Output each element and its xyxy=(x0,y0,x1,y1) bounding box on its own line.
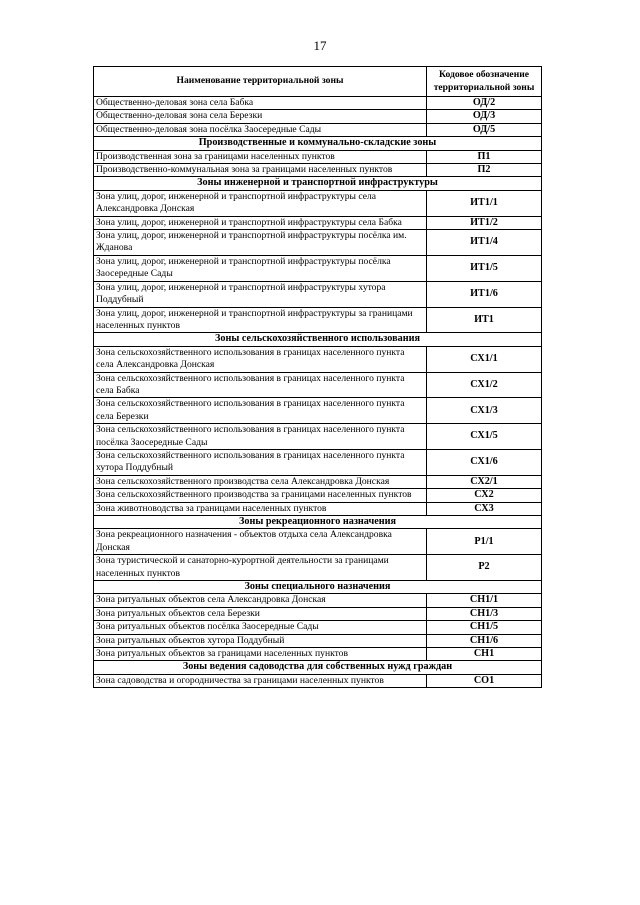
table-row xyxy=(94,621,542,634)
zone-code-cell: П2 xyxy=(427,164,542,177)
zone-name-cell: Общественно-деловая зона села Бабка xyxy=(94,97,427,110)
table-row xyxy=(94,674,542,687)
table-row xyxy=(94,230,542,256)
zone-name-cell: Зона ритуальных объектов хутора Поддубный xyxy=(94,634,427,647)
table-row xyxy=(94,372,542,398)
table-row xyxy=(94,398,542,424)
section-title: Зоны сельскохозяйственного использования xyxy=(94,333,542,346)
zone-name-cell: Общественно-деловая зона посёлка Заосередные Сады xyxy=(94,123,427,136)
zone-name-cell: Зона сельскохозяйственного использования в границах населенного пункта села Александровка Донская xyxy=(94,346,427,372)
zone-code-cell: ОД/2 xyxy=(427,97,542,110)
zone-name-cell: Зона улиц, дорог, инженерной и транспортной инфраструктуры за границами населенных пунктов xyxy=(94,307,427,333)
zone-code-cell: СН1/6 xyxy=(427,634,542,647)
zone-name-cell: Зона улиц, дорог, инженерной и транспортной инфраструктуры села Александровка Донская xyxy=(94,190,427,216)
zone-code-cell: СХ3 xyxy=(427,502,542,515)
zone-name-cell: Зона ритуальных объектов посёлка Заосередные Сады xyxy=(94,621,427,634)
table-row xyxy=(94,110,542,123)
zone-code-cell: Р2 xyxy=(427,555,542,581)
section-title: Зоны специального назначения xyxy=(94,581,542,594)
table-row xyxy=(94,489,542,502)
zone-name-cell: Зона сельскохозяйственного производства села Александровка Донская xyxy=(94,475,427,488)
zone-name-cell: Зона ритуальных объектов села Березки xyxy=(94,607,427,620)
zone-name-cell: Зона сельскохозяйственного использования в границах населенного пункта хутора Поддубный xyxy=(94,449,427,475)
zone-code-cell: СХ1/6 xyxy=(427,449,542,475)
table-row xyxy=(94,281,542,307)
table-row xyxy=(94,255,542,281)
column-header-code: Кодовое обозначение территориальной зоны xyxy=(427,67,542,97)
zone-code-cell: ОД/5 xyxy=(427,123,542,136)
zone-name-cell: Производственно-коммунальная зона за границами населенных пунктов xyxy=(94,164,427,177)
table-row xyxy=(94,607,542,620)
zone-name-cell: Зона ритуальных объектов за границами населенных пунктов xyxy=(94,648,427,661)
zone-name-cell: Зона улиц, дорог, инженерной и транспортной инфраструктуры посёлка Заосередные Сады xyxy=(94,255,427,281)
zone-code-cell: СН1/5 xyxy=(427,621,542,634)
table-row xyxy=(94,97,542,110)
zone-code-cell: ОД/3 xyxy=(427,110,542,123)
zones-table-body xyxy=(94,67,542,688)
section-row xyxy=(94,581,542,594)
table-row xyxy=(94,123,542,136)
zone-name-cell: Зона улиц, дорог, инженерной и транспортной инфраструктуры села Бабка xyxy=(94,216,427,229)
zone-name-cell: Зона сельскохозяйственного производства за границами населенных пунктов xyxy=(94,489,427,502)
section-title: Зоны ведения садоводства для собственных нужд граждан xyxy=(94,661,542,674)
section-row xyxy=(94,516,542,529)
zone-code-cell: СО1 xyxy=(427,674,542,687)
section-row xyxy=(94,177,542,190)
zone-code-cell: ИТ1/2 xyxy=(427,216,542,229)
table-header-row xyxy=(94,67,542,97)
zone-name-cell: Зона сельскохозяйственного использования в границах населенного пункта села Березки xyxy=(94,398,427,424)
section-title: Зоны инженерной и транспортной инфраструктуры xyxy=(94,177,542,190)
zone-name-cell: Зона рекреационного назначения - объектов отдыха села Александровка Донская xyxy=(94,529,427,555)
zone-code-cell: СХ2 xyxy=(427,489,542,502)
zone-code-cell: СХ1/5 xyxy=(427,424,542,450)
table-row xyxy=(94,502,542,515)
page-number: 17 xyxy=(313,38,327,53)
table-row xyxy=(94,164,542,177)
table-row xyxy=(94,190,542,216)
table-row xyxy=(94,216,542,229)
table-row xyxy=(94,449,542,475)
zone-code-cell: ИТ1/4 xyxy=(427,230,542,256)
zone-name-cell: Зона сельскохозяйственного использования в границах населенного пункта посёлка Заосередные Сады xyxy=(94,424,427,450)
section-row xyxy=(94,137,542,150)
table-row xyxy=(94,150,542,163)
zone-name-cell: Зона улиц, дорог, инженерной и транспортной инфраструктуры посёлка им. Жданова xyxy=(94,230,427,256)
zone-code-cell: СН1 xyxy=(427,648,542,661)
zone-code-cell: П1 xyxy=(427,150,542,163)
zone-name-cell: Зона садоводства и огородничества за границами населенных пунктов xyxy=(94,674,427,687)
zone-code-cell: ИТ1/5 xyxy=(427,255,542,281)
table-row xyxy=(94,555,542,581)
section-title: Зоны рекреационного назначения xyxy=(94,516,542,529)
zone-name-cell: Зона туристической и санаторно-курортной деятельности за границами населенных пунктов xyxy=(94,555,427,581)
zone-code-cell: СХ1/3 xyxy=(427,398,542,424)
section-row xyxy=(94,661,542,674)
table-row xyxy=(94,529,542,555)
section-title: Производственные и коммунально-складские зоны xyxy=(94,137,542,150)
zone-code-cell: СН1/1 xyxy=(427,594,542,607)
zone-code-cell: Р1/1 xyxy=(427,529,542,555)
table-row xyxy=(94,594,542,607)
zone-code-cell: СХ2/1 xyxy=(427,475,542,488)
zone-name-cell: Общественно-деловая зона села Березки xyxy=(94,110,427,123)
zone-code-cell: СХ1/2 xyxy=(427,372,542,398)
zone-name-cell: Зона улиц, дорог, инженерной и транспортной инфраструктуры хутора Поддубный xyxy=(94,281,427,307)
table-row xyxy=(94,648,542,661)
zones-table xyxy=(93,66,542,688)
zone-name-cell: Зона животноводства за границами населенных пунктов xyxy=(94,502,427,515)
zone-code-cell: СХ1/1 xyxy=(427,346,542,372)
zone-code-cell: СН1/3 xyxy=(427,607,542,620)
zone-name-cell: Производственная зона за границами населенных пунктов xyxy=(94,150,427,163)
zone-code-cell: ИТ1 xyxy=(427,307,542,333)
zone-name-cell: Зона ритуальных объектов села Александровка Донская xyxy=(94,594,427,607)
table-row xyxy=(94,634,542,647)
zone-code-cell: ИТ1/6 xyxy=(427,281,542,307)
zone-name-cell: Зона сельскохозяйственного использования в границах населенного пункта села Бабка xyxy=(94,372,427,398)
zone-code-cell: ИТ1/1 xyxy=(427,190,542,216)
section-row xyxy=(94,333,542,346)
table-row xyxy=(94,424,542,450)
table-row xyxy=(94,346,542,372)
table-row xyxy=(94,475,542,488)
column-header-name: Наименование территориальной зоны xyxy=(94,67,427,97)
table-row xyxy=(94,307,542,333)
